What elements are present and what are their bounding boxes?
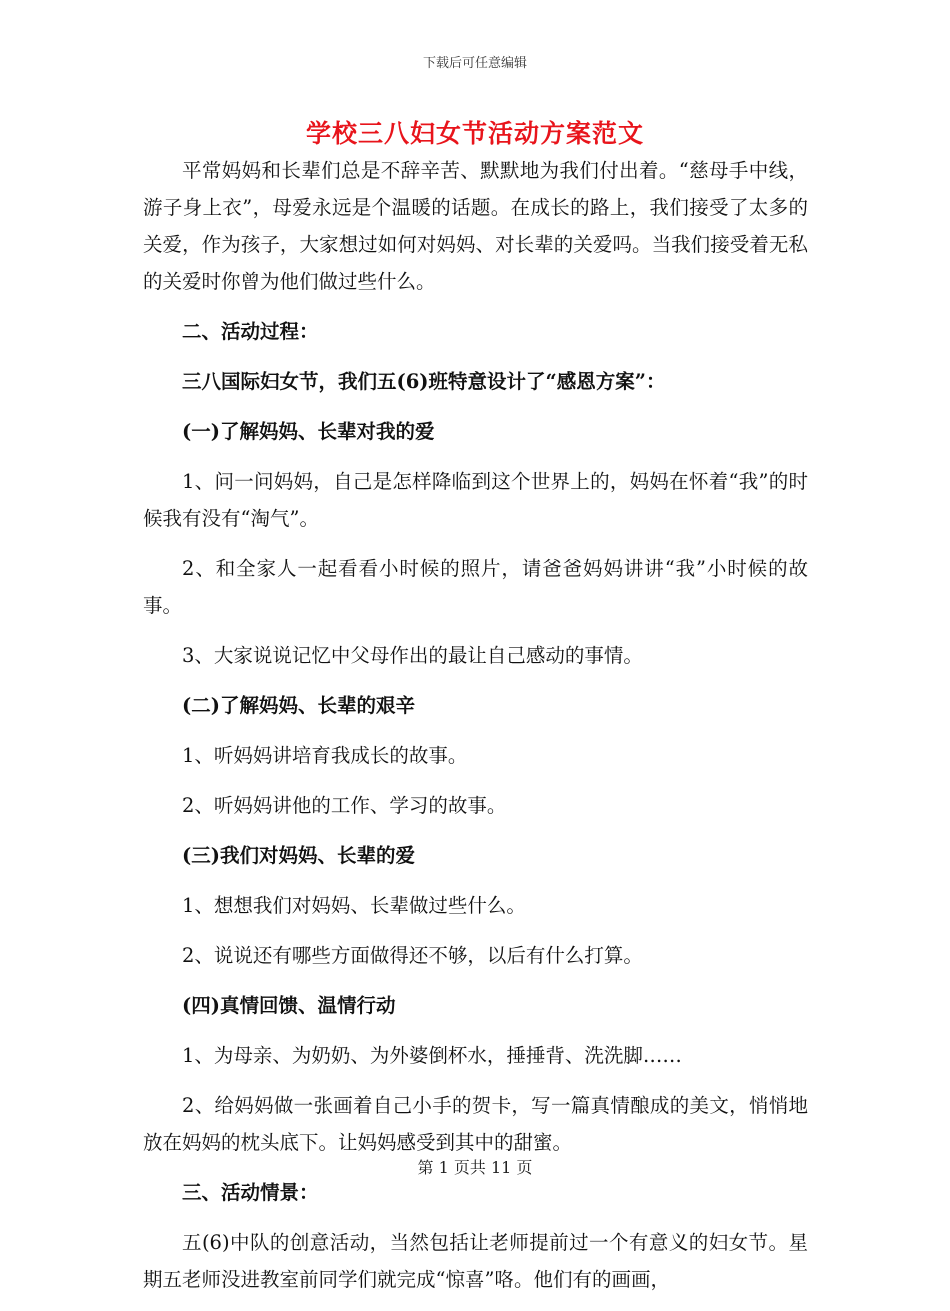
list-item: 2、说说还有哪些方面做得还不够，以后有什么打算。 xyxy=(182,944,643,967)
list-item: 2、和全家人一起看看小时候的照片，请爸爸妈妈讲讲“我”小时候的故事。 xyxy=(143,557,808,617)
document-title: 学校三八妇女节活动方案范文 xyxy=(305,119,644,148)
list-item: 1、想想我们对妈妈、长辈做过些什么。 xyxy=(182,894,526,917)
page-footer: 第 1 页共 11 页 xyxy=(417,1158,533,1177)
list-item: 1、听妈妈讲培育我成长的故事。 xyxy=(182,744,468,767)
scene-paragraph: 五(6)中队的创意活动，当然包括让老师提前过一个有意义的妇女节。星期五老师没进教室前同学们就完成“惊喜”咯。他们有的画画， xyxy=(143,1231,808,1291)
list-item: 3、大家说说记忆中父母作出的最让自己感动的事情。 xyxy=(182,644,643,667)
list-item: 2、听妈妈讲他的工作、学习的故事。 xyxy=(182,794,507,817)
subheading-2: (二)了解妈妈、长辈的艰辛 xyxy=(182,694,415,717)
list-item: 2、给妈妈做一张画着自己小手的贺卡，写一篇真情酿成的美文，悄悄地放在妈妈的枕头底下。让妈妈感受到其中的甜蜜。 xyxy=(143,1094,808,1154)
subheading-4: (四)真情回馈、温情行动 xyxy=(182,994,396,1017)
section-heading-process: 二、活动过程： xyxy=(182,320,319,343)
list-item: 1、为母亲、为奶奶、为外婆倒杯水，捶捶背、洗洗脚…… xyxy=(182,1044,682,1067)
subheading-1: (一)了解妈妈、长辈对我的爱 xyxy=(182,420,435,443)
intro-paragraph: 平常妈妈和长辈们总是不辞辛苦、默默地为我们付出着。“慈母手中线，游子身上衣”，母爱永远是个温暖的话题。在成长的路上，我们接受了太多的关爱，作为孩子，大家想过如何对妈妈、对长辈的关爱吗。当我们接受着无私的关爱时你曾为他们做过些什么。 xyxy=(143,159,808,293)
document-body xyxy=(143,152,808,1311)
subheading-3: (三)我们对妈妈、长辈的爱 xyxy=(182,844,415,867)
section-heading-scene: 三、活动情景： xyxy=(182,1181,319,1204)
list-item: 1、问一问妈妈，自己是怎样降临到这个世界上的，妈妈在怀着“我”的时候我有没有“淘气”。 xyxy=(143,470,808,530)
process-intro: 三八国际妇女节，我们五(6)班特意设计了“感恩方案”： xyxy=(182,370,666,393)
page-header: 下载后可任意编辑 xyxy=(422,56,527,71)
